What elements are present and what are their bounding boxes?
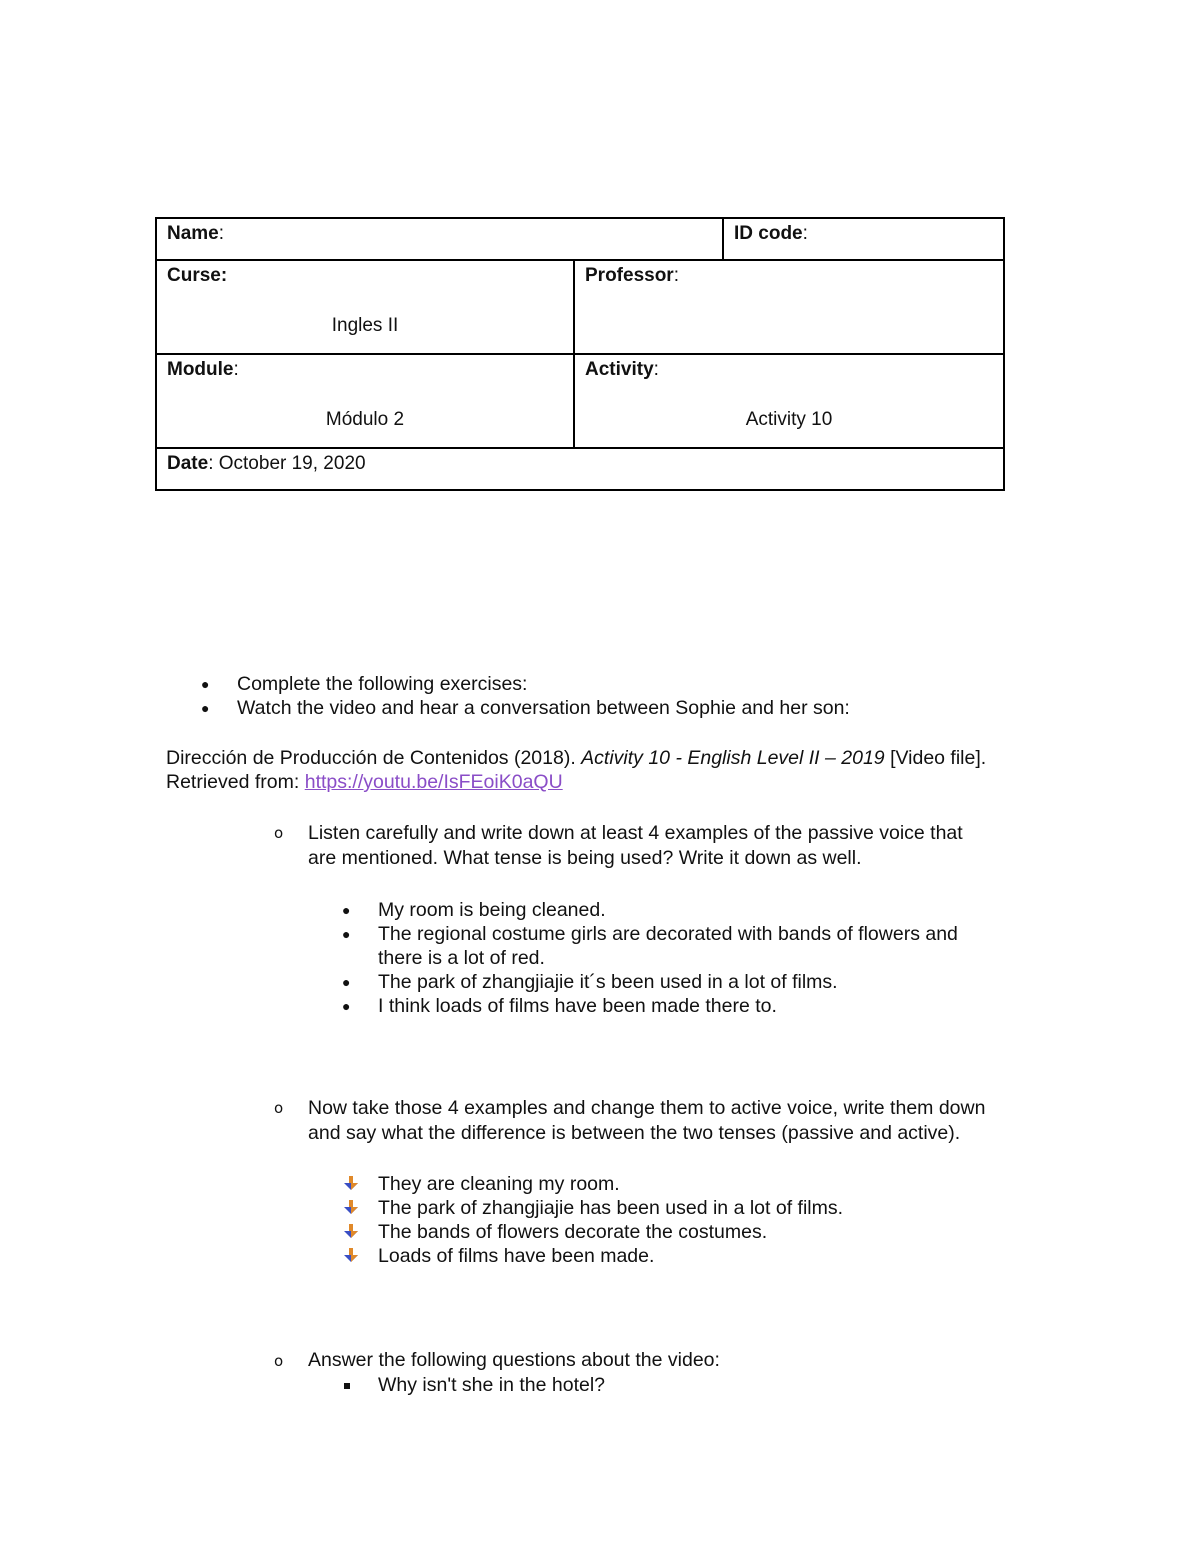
arrow-down-icon	[343, 1223, 359, 1239]
retrieved-label: Retrieved from:	[166, 771, 305, 793]
id-label: ID code	[734, 223, 803, 244]
header-row-date	[157, 449, 1003, 489]
bullet-dot: ●	[201, 700, 210, 716]
curse-value: Ingles II	[331, 315, 399, 336]
bullet-dot: ●	[342, 974, 351, 990]
exercise2-line2: and say what the difference is between the two tenses (passive and active).	[308, 1122, 961, 1144]
bullet-dot: ●	[201, 676, 210, 692]
arrow-down-icon	[343, 1247, 359, 1263]
exercise1-line1: Listen carefully and write down at least 4 examples of the passive voice that	[308, 822, 963, 844]
arrow-down-icon	[343, 1199, 359, 1215]
instruction-item: Complete the following exercises:	[237, 673, 528, 695]
exercise3-line1: Answer the following questions about the video:	[308, 1349, 720, 1371]
arrow-down-icon	[343, 1175, 359, 1191]
curse-label: Curse:	[167, 265, 228, 286]
module-value: Módulo 2	[325, 409, 405, 430]
circle-bullet: o	[274, 1099, 284, 1117]
answer-item: My room is being cleaned.	[378, 899, 606, 921]
active-answer-item: The bands of flowers decorate the costumes.	[378, 1221, 768, 1243]
header-row-module	[157, 355, 1003, 449]
activity-cell: Activity: Activity 10	[573, 355, 1003, 447]
module-label: Module	[167, 359, 234, 380]
square-bullet	[344, 1383, 350, 1389]
exercise1-line2: are mentioned. What tense is being used? Write it down as well.	[308, 847, 862, 869]
retrieved-line	[166, 770, 563, 794]
bullet-dot: ●	[342, 998, 351, 1014]
circle-bullet: o	[274, 1352, 284, 1370]
professor-cell: Professor:	[573, 261, 1003, 353]
header-table	[155, 217, 1005, 491]
name-label: Name	[167, 223, 219, 244]
answer-item: The park of zhangjiajie it´s been used in a lot of films.	[378, 971, 838, 993]
active-answer-item: Loads of films have been made.	[378, 1245, 655, 1267]
activity-label: Activity	[585, 359, 654, 380]
professor-label: Professor	[585, 265, 674, 286]
citation-title: Activity 10 - English Level II – 2019	[581, 747, 885, 769]
curse-cell	[157, 261, 573, 353]
question-item: Why isn't she in the hotel?	[378, 1374, 606, 1396]
activity-value: Activity 10	[745, 409, 833, 430]
video-link[interactable]: https://youtu.be/IsFEoiK0aQU	[304, 771, 563, 793]
citation-suffix: [Video file].	[884, 747, 987, 769]
bullet-dot: ●	[342, 926, 351, 942]
name-cell: Name:	[167, 223, 225, 244]
module-cell: Module: Módulo 2	[157, 355, 573, 447]
header-row-name	[157, 219, 1003, 261]
header-row-course	[157, 261, 1003, 355]
id-cell: ID code:	[722, 219, 1003, 259]
date-value: October 19, 2020	[218, 453, 366, 474]
citation-prefix: Dirección de Producción de Contenidos (2018).	[166, 747, 582, 769]
date-cell: Date: October 19, 2020	[167, 453, 366, 474]
citation-line	[166, 746, 986, 770]
active-answer-item: The park of zhangjiajie has been used in a lot of films.	[378, 1197, 844, 1219]
answer-item: The regional costume girls are decorated with bands of flowers and	[378, 923, 958, 945]
bullet-dot: ●	[342, 902, 351, 918]
circle-bullet: o	[274, 824, 284, 842]
active-answer-item: They are cleaning my room.	[378, 1173, 620, 1195]
exercise2-line1: Now take those 4 examples and change them to active voice, write them down	[308, 1097, 986, 1119]
instruction-item: Watch the video and hear a conversation between Sophie and her son:	[237, 697, 850, 719]
answer-item-continued: there is a lot of red.	[378, 947, 545, 969]
date-label: Date	[167, 453, 209, 474]
answer-item: I think loads of films have been made there to.	[378, 995, 777, 1017]
